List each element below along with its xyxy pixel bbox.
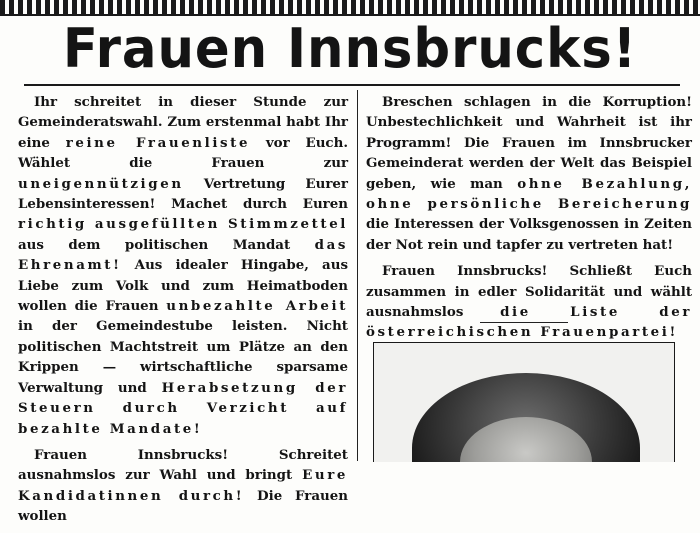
right-column xyxy=(366,92,692,349)
paragraph-text: Vertretung Eurer Lebensinteressen! Machet durch Euren xyxy=(18,175,348,213)
paragraph-text: aus dem politischen Mandat xyxy=(18,236,315,253)
paragraph-text: Die Frauen wollen xyxy=(18,487,348,525)
article-paragraph xyxy=(366,92,692,255)
edge-margin-marks xyxy=(0,20,6,140)
emphasized-text: Eure Kandidatinnen durch! xyxy=(18,467,348,504)
emphasized-text: die Liste der österreichischen Frauenpartei! xyxy=(366,304,692,341)
portrait-photo xyxy=(373,342,675,462)
section-separator-rule xyxy=(480,322,568,323)
emphasized-text: das Ehrenamt! xyxy=(18,236,348,274)
emphasized-text: richtig ausgefüllten Stimmzettel xyxy=(18,216,348,233)
emphasized-text: unbezahlte Arbeit xyxy=(166,298,349,315)
paragraph-text: vor Euch. Wählet die Frauen zur xyxy=(18,134,348,172)
emphasized-text: Herabsetzung der Steuern durch Verzicht auf bezahlte Mandate! xyxy=(18,379,349,437)
emphasized-text: reine Frauenliste xyxy=(65,134,251,151)
left-column xyxy=(18,92,348,533)
article-paragraph xyxy=(18,445,348,527)
headline: Frauen Innsbrucks! xyxy=(62,17,638,80)
article-paragraph xyxy=(366,261,692,343)
article-paragraph xyxy=(18,92,348,439)
paragraph-text: die Interessen der Volksgenossen in Zeiten der Not rein und tapfer zu vertreten hat! xyxy=(366,216,692,253)
paragraph-text: Aus idealer Hingabe, aus Liebe zum Volk und zum Heimatboden wollen die Frauen xyxy=(18,257,348,315)
paragraph-text: Ihr schreitet in dieser Stunde zur Gemeinderatswahl. Zum erstenmal habt Ihr eine xyxy=(18,94,348,151)
emphasized-text: ohne Bezahlung, ohne persönliche Bereicherung xyxy=(366,175,692,213)
paragraph-text: Frauen Innsbrucks! Schreitet ausnahmslos zur Wahl und bringt xyxy=(18,446,348,484)
headline-rule xyxy=(24,84,680,86)
emphasized-text: uneigennützigen xyxy=(18,175,184,192)
column-divider xyxy=(357,90,358,461)
paragraph-text: Breschen schlagen in die Korruption! Unbestechlichkeit und Wahrheit ist ihr Programm! Die Frauen im Innsbrucker Gemeinderat werden der Welt das Beispiel geben, wie man xyxy=(366,94,692,192)
paragraph-text: in der Gemeindestube leisten. Nicht politischen Machtstreit um Plätze an den Krippen — wirtschaftliche sparsame Verwaltung und xyxy=(18,318,348,396)
paragraph-text: Frauen Innsbrucks! Schließt Euch zusammen in edler Solidarität und wählt ausnahmslos xyxy=(366,263,692,321)
